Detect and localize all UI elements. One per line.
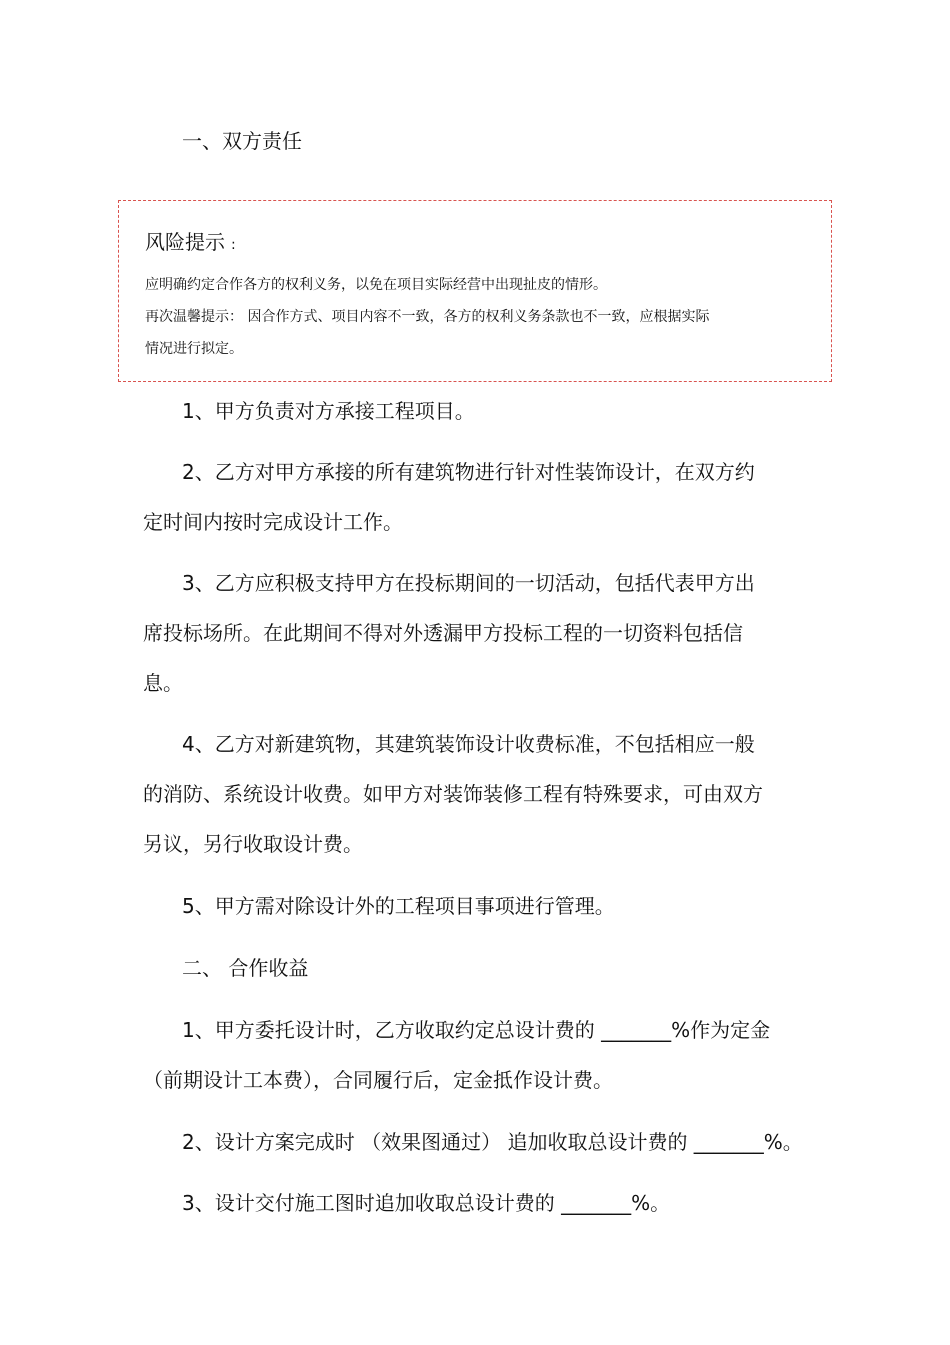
- revenue-item-1-line-1: 1、甲方委托设计时，乙方收取约定总设计费的 _______%作为定金: [182, 1018, 771, 1042]
- risk-notice-line-3: 情况进行拟定。: [145, 341, 243, 357]
- duty-item-2-line-2: 定时间内按时完成设计工作。: [143, 510, 403, 534]
- duty-item-2-line-1: 2、乙方对甲方承接的所有建筑物进行针对性装饰设计，在双方约: [182, 460, 755, 484]
- revenue-item-3: 3、设计交付施工图时追加收取总设计费的 _______%。: [182, 1191, 671, 1215]
- risk-notice-title: [145, 229, 236, 258]
- risk-notice-line-1: 应明确约定合作各方的权利义务，以免在项目实际经营中出现扯皮的情形。: [145, 277, 607, 293]
- revenue-item-1-line-2: （前期设计工本费），合同履行后，定金抵作设计费。: [143, 1068, 613, 1092]
- duty-item-3-line-2: 席投标场所。在此期间不得对外透漏甲方投标工程的一切资料包括信: [143, 621, 743, 645]
- duty-item-4-line-1: 4、乙方对新建筑物，其建筑装饰设计收费标准，不包括相应一般: [182, 732, 755, 756]
- section-heading-revenue: 二、 合作收益: [182, 956, 309, 980]
- duty-item-3-line-3: 息。: [143, 671, 183, 695]
- revenue-item-2: 2、设计方案完成时 （效果图通过） 追加收取总设计费的 _______%。: [182, 1130, 803, 1154]
- risk-notice-title-text: 风险提示: [145, 230, 225, 254]
- risk-notice-box: [118, 200, 832, 382]
- duty-item-4-line-3: 另议，另行收取设计费。: [143, 832, 363, 856]
- duty-item-3-line-1: 3、乙方应积极支持甲方在投标期间的一切活动，包括代表甲方出: [182, 571, 755, 595]
- duty-item-4-line-2: 的消防、系统设计收费。如甲方对装饰装修工程有特殊要求，可由双方: [143, 782, 763, 806]
- duty-item-1: 1、甲方负责对方承接工程项目。: [182, 399, 475, 423]
- risk-notice-colon: :: [231, 237, 236, 253]
- risk-notice-line-2: 再次温馨提示： 因合作方式、项目内容不一致，各方的权利义务条款也不一致，应根据实际: [145, 309, 710, 325]
- section-heading-responsibilities: 一、双方责任: [182, 129, 302, 153]
- duty-item-5: 5、甲方需对除设计外的工程项目事项进行管理。: [182, 894, 615, 918]
